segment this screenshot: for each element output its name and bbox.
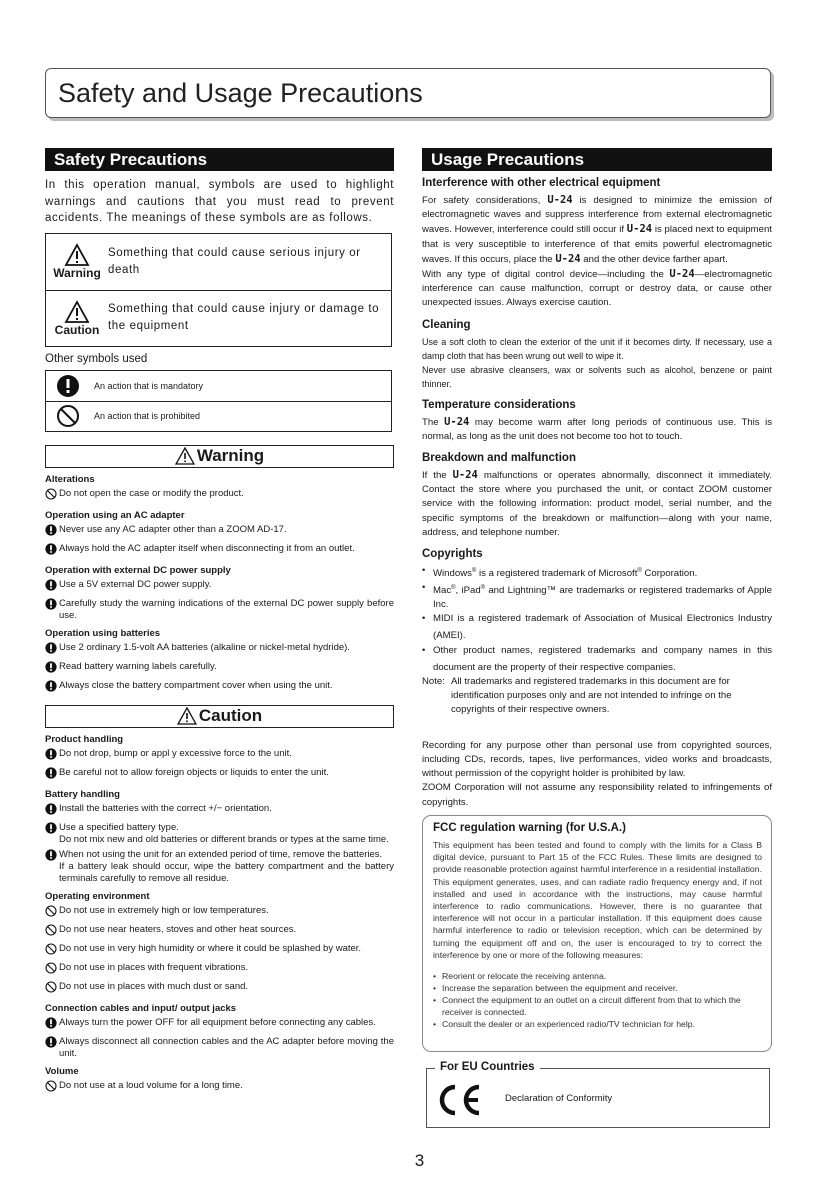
- safety-intro: In this operation manual, symbols are used to highlight warnings and cautions that you must read to prevent accidents. The meanings of these symbols are as follows.: [45, 179, 394, 224]
- precaution-item: [45, 924, 394, 940]
- precaution-text: Use a specified battery type.: [59, 821, 179, 833]
- page-number: 3: [414, 1151, 425, 1170]
- prohibited-icon: [45, 981, 59, 997]
- symbol-table: [45, 233, 392, 347]
- mandatory-icon: [45, 803, 59, 819]
- cleaning-paragraph-1: Use a soft cloth to clean the exterior of the unit if it becomes dirty. If necessary, use a damp cloth that has been wrung out well to wipe it.: [422, 336, 772, 361]
- precaution-text: When not using the unit for an extended period of time, remove the batteries.: [59, 848, 383, 860]
- trademark-item: • Windows® is a registered trademark of Microsoft® Corporation.: [422, 565, 698, 580]
- eu-countries-box: [426, 1061, 770, 1128]
- symbol-row-caution: [46, 290, 391, 346]
- cleaning-title: Cleaning: [422, 318, 471, 331]
- precaution-item: [45, 598, 394, 622]
- precaution-text: Install the batteries with the correct +/− orientation.: [59, 802, 272, 814]
- trademark-note: Note: All trademarks and registered trademarks in this document are for identification purposes only and are not intended to infringe on the copyrights of their respective owners.: [422, 675, 732, 715]
- precaution-text-extra: If a battery leak should occur, wipe the battery compartment and the battery terminals carefully to remove all residue.: [59, 860, 394, 884]
- precaution-item: [45, 849, 394, 885]
- declaration-of-conformity: Declaration of Conformity: [505, 1093, 613, 1104]
- warning-list: [45, 474, 394, 696]
- mandatory-icon: [45, 642, 59, 658]
- precaution-item: [45, 680, 394, 696]
- mandatory-icon: [45, 767, 59, 783]
- precaution-item: [45, 962, 394, 978]
- precaution-item: [45, 822, 394, 846]
- prohibited-description: An action that is prohibited: [94, 411, 201, 421]
- caution-label: Caution: [54, 322, 100, 337]
- section-title: Connection cables and input/ output jacks: [45, 1002, 237, 1014]
- precaution-text: Use a 5V external DC power supply.: [59, 578, 212, 590]
- section-title: Alterations: [45, 473, 95, 485]
- precaution-item: [45, 661, 394, 677]
- prohibited-icon: [45, 488, 59, 504]
- prohibited-icon: [56, 404, 80, 428]
- mandatory-icon: [45, 661, 59, 677]
- copyright-paragraph-2: ZOOM Corporation will not assume any responsibility related to infringements of copyrights.: [422, 782, 772, 808]
- interference-paragraph-2: With any type of digital control device—including the U-24—electromagnetic interference can cause malfunction, corrupt or destroy data, or cause other unexpected issues. Always exercise caution.: [422, 268, 772, 309]
- warning-description: Something that could cause serious injury or death: [108, 246, 361, 276]
- precaution-text-extra: Do not mix new and old batteries or different brands or types at the same time.: [59, 833, 389, 845]
- precaution-item: [45, 748, 394, 764]
- trademark-list: [422, 564, 772, 675]
- precaution-item: [45, 543, 394, 559]
- mandatory-icon: [45, 598, 59, 622]
- temperature-title: Temperature considerations: [422, 398, 576, 411]
- precaution-item: [45, 1080, 394, 1096]
- trademark-item: • MIDI is a registered trademark of Association of Musical Electronics Industry (AMEI).: [422, 613, 772, 642]
- fcc-warning-box: [422, 815, 772, 1052]
- page-title: Safety and Usage Precautions: [45, 68, 771, 118]
- precaution-text: Always turn the power OFF for all equipment before connecting any cables.: [59, 1016, 376, 1028]
- mandatory-icon: [45, 748, 59, 764]
- breakdown-title: Breakdown and malfunction: [422, 452, 576, 465]
- precaution-text: Do not use in very high humidity or where it could be splashed by water.: [59, 942, 362, 954]
- prohibited-icon: [45, 943, 59, 959]
- warning-triangle-icon: [64, 243, 90, 267]
- product-logo: U-24: [626, 223, 653, 236]
- copyrights-title: Copyrights: [422, 548, 483, 561]
- symbol-row-warning: [46, 234, 391, 290]
- temperature-paragraph: The U-24 may become warm after long periods of continuous use. This is normal, as long as the unit does not become too hot to touch.: [422, 415, 773, 442]
- mandatory-icon: [56, 374, 80, 398]
- caution-box-header: Caution: [45, 705, 394, 728]
- precaution-text: Never use any AC adapter other than a ZOOM AD-17.: [59, 523, 287, 535]
- precaution-text: Do not drop, bump or appl y excessive force to the unit.: [59, 747, 292, 759]
- precaution-text: Always disconnect all connection cables and the AC adapter before moving the unit.: [59, 1035, 394, 1059]
- section-title: Volume: [45, 1065, 79, 1077]
- precaution-item: [45, 905, 394, 921]
- fcc-body: This equipment has been tested and found to comply with the limits for a Class B digital device, pursuant to Part 15 of the FCC Rules. These limits are designed to provide reasonable protection against harmful interference in a residential installation. This equipment generates, uses, and can radiate radio frequency energy and, if not installed and used in accordance with the instructions, may cause harmful interference to radio communications. However, there is no guarantee that interference will not occur in a particular installation. If this equipment does cause harmful interference to radio or television reception, which can be determined by turning the equipment off and on, the user is encouraged to try to correct the interference by one or more of the following measures:: [433, 840, 762, 960]
- product-logo: U-24: [452, 469, 478, 482]
- section-title: Operating environment: [45, 890, 150, 902]
- mandatory-icon: [45, 524, 59, 540]
- product-logo: U-24: [444, 415, 470, 428]
- precaution-text: Carefully study the warning indications of the external DC power supply before use.: [59, 597, 394, 621]
- trademark-item: • Mac®, iPad® and Lightning™ are trademarks or registered trademarks of Apple Inc.: [422, 582, 772, 611]
- precaution-text: Do not open the case or modify the product.: [59, 487, 244, 499]
- precaution-item: [45, 803, 394, 819]
- precaution-item: [45, 943, 394, 959]
- fcc-measures-list: [433, 970, 762, 1030]
- precaution-item: [45, 488, 394, 504]
- precaution-text: Do not use in extremely high or low temperatures.: [59, 904, 269, 916]
- fcc-measure-item: • Reorient or relocate the receiving antenna.: [433, 971, 607, 982]
- precaution-text: Always close the battery compartment cover when using the unit.: [59, 679, 333, 691]
- prohibited-icon: [45, 905, 59, 921]
- mandatory-description: An action that is mandatory: [94, 380, 204, 391]
- caution-description: Something that could cause injury or damage to the equipment: [108, 303, 380, 332]
- caution-triangle-icon: [64, 300, 90, 324]
- copyright-paragraph-1: Recording for any purpose other than personal use from copyrighted sources, including CDs, records, tapes, live performances, video works and broadcasts, without permission of the copyright holder is prohibited by law.: [422, 739, 772, 780]
- precaution-item: [45, 524, 394, 540]
- breakdown-paragraph: If the U-24 malfunctions or operates abnormally, disconnect it immediately. Contact the store where you purchased the unit, or contact ZOOM customer service with the following information: product model, serial number, and the specific symptoms of the breakdown or malfunction—along with your name, address, and telephone number.: [422, 469, 772, 538]
- mandatory-icon: [45, 822, 59, 846]
- warning-label: Warning: [53, 266, 101, 280]
- usage-precautions-header: Usage Precautions: [422, 148, 772, 171]
- eu-title: For EU Countries: [435, 1061, 540, 1073]
- fcc-title: FCC regulation warning (for U.S.A.): [433, 822, 626, 834]
- mandatory-icon: [45, 680, 59, 696]
- precaution-text: Do not use in places with much dust or sand.: [59, 980, 249, 992]
- section-title: Operation with external DC power supply: [45, 564, 231, 576]
- precaution-item: [45, 767, 394, 783]
- cleaning-paragraph-2: Never use abrasive cleansers, wax or solvents such as alcohol, benzene or paint thinner.: [422, 364, 772, 389]
- prohibited-icon: [45, 1080, 59, 1096]
- precaution-text: Do not use at a loud volume for a long time.: [59, 1079, 243, 1091]
- section-title: Operation using batteries: [45, 627, 161, 639]
- usage-precautions-column: [422, 148, 772, 810]
- prohibited-icon: [45, 924, 59, 940]
- mandatory-icon: [45, 543, 59, 559]
- product-logo: U-24: [555, 252, 581, 265]
- safety-precautions-header: Safety Precautions: [45, 148, 394, 171]
- trademark-item: • Other product names, registered trademarks and company names in this document are the property of their respective companies.: [422, 644, 772, 673]
- warning-box-header: Warning: [45, 445, 394, 468]
- prohibited-icon: [45, 962, 59, 978]
- safety-precautions-column: [45, 148, 394, 1099]
- precaution-text: Always hold the AC adapter itself when disconnecting it from an outlet.: [59, 542, 355, 554]
- mandatory-icon: [45, 1017, 59, 1033]
- precaution-item: [45, 1017, 394, 1033]
- interference-title: Interference with other electrical equipment: [422, 177, 661, 189]
- interference-paragraph-1: For safety considerations, U-24 is designed to minimize the emission of electromagnetic waves and suppress interference from external electromagnetic waves. However, interference could still occur if U-24 is placed next to equipment that is very susceptible to interference of that emits powerful electromagnetic waves. If this occurs, place the U-24 and the other device farther apart.: [422, 194, 773, 265]
- fcc-measure-item: • Consult the dealer or an experienced radio/TV technician for help.: [433, 1019, 696, 1030]
- precaution-text: Use 2 ordinary 1.5-volt AA batteries (alkaline or nickel-metal hydride).: [59, 641, 350, 653]
- precaution-text: Do not use in places with frequent vibrations.: [59, 961, 249, 973]
- caution-head-icon: [177, 707, 197, 725]
- ce-mark-icon: [435, 1083, 483, 1117]
- mandatory-icon: [45, 1036, 59, 1060]
- fcc-measure-item: • Increase the separation between the equipment and receiver.: [433, 983, 678, 994]
- section-title: Battery handling: [45, 788, 120, 800]
- fcc-measure-item: • Connect the equipment to an outlet on a circuit different from that to which the receiver is connected.: [433, 995, 741, 1018]
- product-logo: U-24: [547, 194, 573, 206]
- precaution-text: Read battery warning labels carefully.: [59, 660, 217, 672]
- mandatory-icon: [45, 849, 59, 885]
- mandatory-icon: [45, 579, 59, 595]
- precaution-item: [45, 642, 394, 658]
- other-row-mandatory: [46, 371, 391, 401]
- precaution-text: Do not use near heaters, stoves and other heat sources.: [59, 923, 297, 935]
- precaution-item: [45, 1036, 394, 1060]
- precaution-item: [45, 981, 394, 997]
- warning-head-icon: [175, 447, 195, 465]
- section-title: Product handling: [45, 733, 124, 745]
- precaution-item: [45, 579, 394, 595]
- other-symbols-table: [45, 370, 392, 432]
- section-title: Operation using an AC adapter: [45, 509, 185, 521]
- other-row-prohibited: [46, 401, 391, 431]
- caution-list: [45, 734, 394, 1096]
- precaution-text: Be careful not to allow foreign objects or liquids to enter the unit.: [59, 766, 329, 778]
- other-symbols-title: Other symbols used: [45, 352, 148, 365]
- product-logo: U-24: [669, 268, 695, 281]
